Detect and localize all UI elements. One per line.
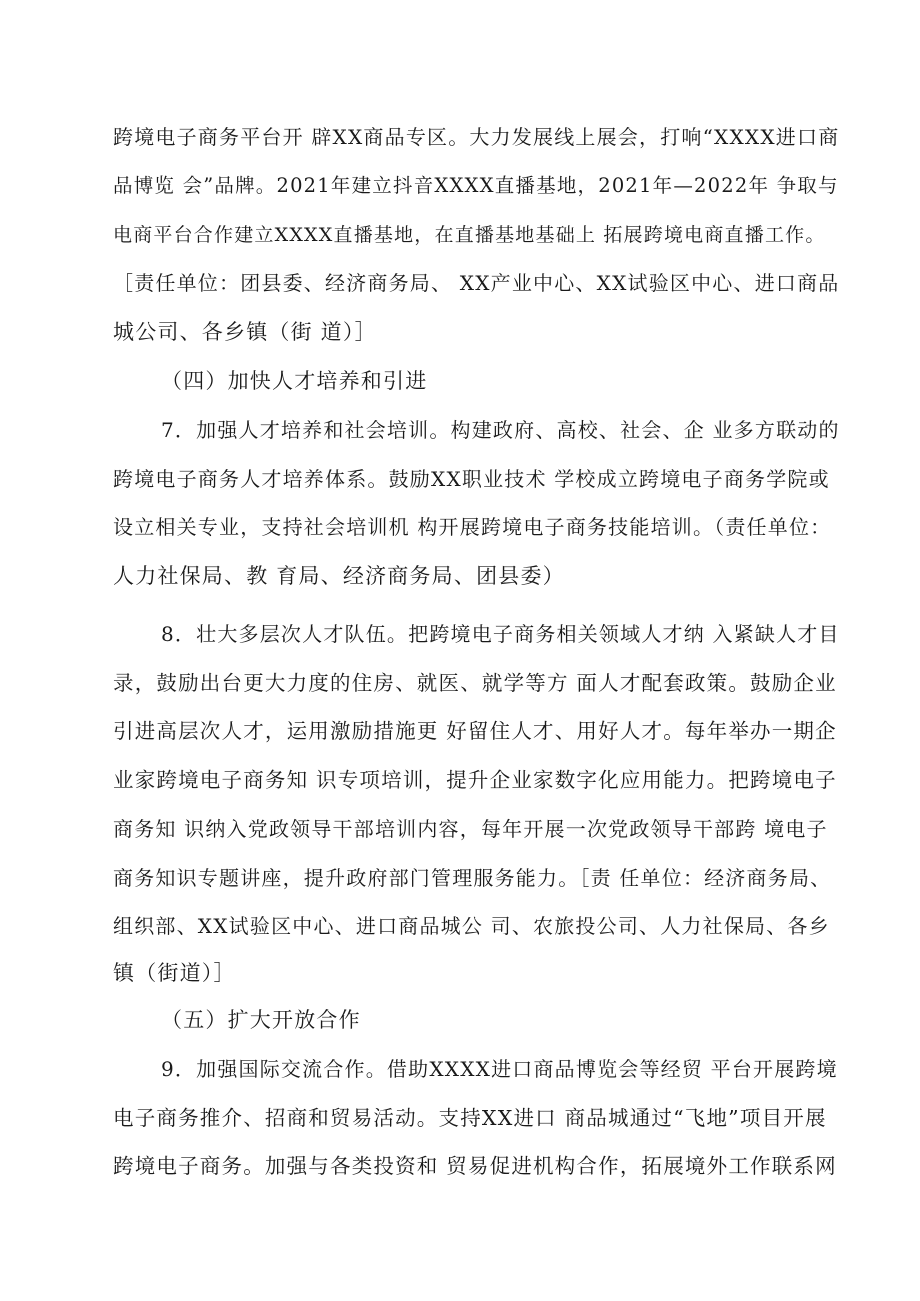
text-line: ［责任单位：团县委、经济商务局、 XX产业中心、XX试验区中心、进口商品	[113, 271, 840, 295]
text-line: 设立相关专业，支持社会培训机 构开展跨境电子商务技能培训。（责任单位：	[113, 515, 832, 539]
text-line: 录，鼓励出台更大力度的住房、就医、就学等方 面人才配套政策。鼓励企业	[113, 671, 837, 695]
text-line: 跨境电子商务。加强与各类投资和 贸易促进机构合作，拓展境外工作联系网	[113, 1154, 837, 1178]
text-line: 组织部、XX试验区中心、进口商品城公 司、农旅投公司、人力社保局、各乡	[113, 914, 830, 938]
text-line: 跨境电子商务平台开 辟XX商品专区。大力发展线上展会，打响“XXXX进口商	[113, 125, 840, 149]
section-heading-5: （五）扩大开放合作	[161, 1008, 361, 1032]
text-line: 8．壮大多层次人才队伍。把跨境电子商务相关领域人才纳 入紧缺人才目	[161, 622, 840, 646]
text-line: 7．加强人才培养和社会培训。构建政府、高校、社会、企 业多方联动的	[161, 418, 840, 442]
text-line: 城公司、各乡镇（街 道）］	[113, 320, 377, 344]
text-line: 业家跨境电子商务知 识专项培训，提升企业家数字化应用能力。把跨境电子	[113, 768, 837, 792]
text-line: 人力社保局、教 育局、经济商务局、团县委）	[113, 564, 565, 588]
text-line: 商务知 识纳入党政领导干部培训内容，每年开展一次党政领导干部跨 境电子	[113, 817, 828, 841]
text-line: 商务知识专题讲座，提升政府部门管理服务能力。［责 任单位：经济商务局、	[113, 866, 832, 890]
text-line: 电子商务推介、招商和贸易活动。支持XX进口 商品城通过“飞地”项目开展	[113, 1106, 827, 1130]
text-line: 品博览 会”品牌。2021年建立抖音XXXX直播基地，2021年—2022年 争取与	[113, 174, 839, 197]
text-line: 镇（街道）］	[113, 961, 236, 985]
text-line: 引进高层次人才，运用激励措施更 好留住人才、用好人才。每年举办一期企	[113, 719, 837, 743]
text-line: 跨境电子商务人才培养体系。鼓励XX职业技术 学校成立跨境电子商务学院或	[113, 467, 830, 491]
text-line: 9．加强国际交流合作。借助XXXX进口商品博览会等经贸 平台开展跨境	[161, 1057, 838, 1081]
text-line: 电商平台合作建立XXXX直播基地，在直播基地基础上 拓展跨境电商直播工作。	[113, 224, 826, 246]
section-heading-4: （四）加快人才培养和引进	[161, 369, 428, 393]
